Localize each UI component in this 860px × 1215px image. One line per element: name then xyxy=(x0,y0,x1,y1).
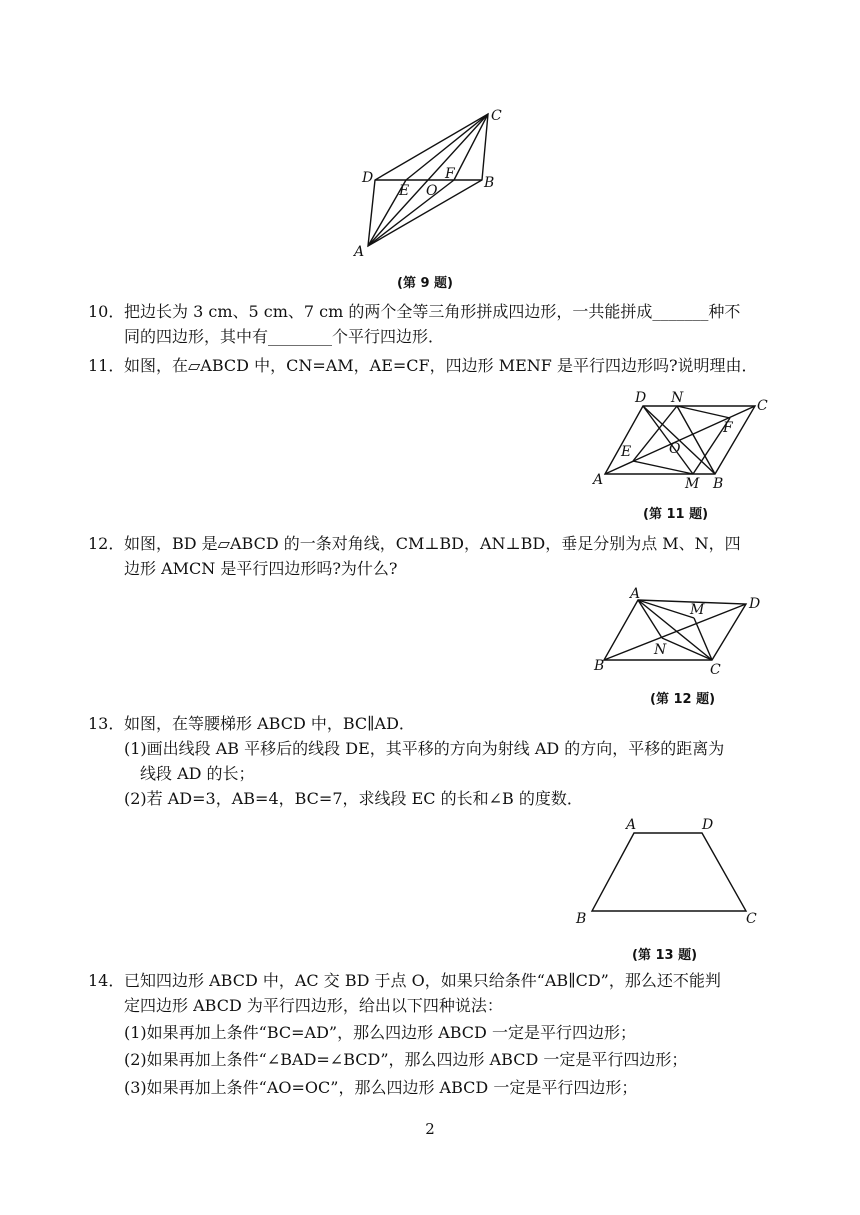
q11-line-1 xyxy=(88,356,758,376)
q11-number: 11． xyxy=(88,356,125,375)
fig13-label-c: C xyxy=(746,911,757,927)
q13-line-2 xyxy=(124,739,724,759)
fig9-label-d: D xyxy=(362,170,374,186)
q10-text-1: 把边长为 3 cm、5 cm、7 cm 的两个全等三角形拼成四边形，一共能拼成_______种不 xyxy=(124,302,741,321)
q11-text-1: 如图，在▱ABCD 中，CN=AM，AE=CF，四边形 MENF 是平行四边形吗?说明理由． xyxy=(124,356,758,375)
q14-line-2 xyxy=(124,996,503,1016)
figure-9 xyxy=(340,100,520,270)
figure-13-caption: (第 13 题) xyxy=(632,948,698,963)
figure-9-caption: (第 9 题) xyxy=(397,276,453,291)
q13-line-4 xyxy=(124,789,583,809)
fig9-label-f: F xyxy=(445,166,455,182)
fig13-trapezoid xyxy=(592,833,746,911)
fig11-segment-em xyxy=(633,461,693,474)
fig11-segment-nf xyxy=(677,406,730,418)
figure-12 xyxy=(590,588,775,678)
fig11-label-f: F xyxy=(723,420,733,436)
q10-text-2: 同的四边形，其中有________个平行四边形． xyxy=(124,327,445,346)
q13-text-4: (2)若 AD=3，AB=4，BC=7，求线段 EC 的长和∠B 的度数． xyxy=(124,789,583,808)
q12-line-1 xyxy=(88,534,741,554)
q13-text-2: (1)画出线段 AB 平移后的线段 DE，其平移的方向为射线 AD 的方向，平移的距离为 xyxy=(124,739,725,758)
q10-number: 10． xyxy=(88,302,125,321)
q14-line-4 xyxy=(124,1050,687,1070)
figure-11 xyxy=(585,388,775,498)
fig12-segment-an xyxy=(638,600,662,638)
fig11-label-b: B xyxy=(713,476,724,492)
fig13-label-b: B xyxy=(576,911,587,927)
fig9-label-c: C xyxy=(491,108,502,124)
q14-line-5 xyxy=(124,1078,637,1098)
fig9-label-e: E xyxy=(399,183,410,199)
fig13-label-a: A xyxy=(626,817,637,833)
fig13-label-d: D xyxy=(702,817,714,833)
fig12-label-a: A xyxy=(630,586,641,602)
figure-12-caption: (第 12 题) xyxy=(650,692,716,707)
q14-line-3 xyxy=(124,1023,636,1043)
q12-number: 12． xyxy=(88,534,125,553)
fig11-label-n: N xyxy=(671,390,684,406)
q12-text-2: 边形 AMCN 是平行四边形吗?为什么? xyxy=(124,559,398,578)
q13-number: 13． xyxy=(88,714,125,733)
q14-text-1: 已知四边形 ABCD 中，AC 交 BD 于点 O，如果只给条件“AB∥CD”，那么还不能判 xyxy=(124,971,721,990)
q10-line-1 xyxy=(88,302,740,322)
fig12-label-c: C xyxy=(710,662,721,678)
fig12-label-d: D xyxy=(749,596,761,612)
q13-text-1: 如图，在等腰梯形 ABCD 中，BC∥AD． xyxy=(124,714,415,733)
fig12-label-m: M xyxy=(690,602,705,618)
fig12-label-n: N xyxy=(654,642,667,658)
q13-line-3 xyxy=(140,764,255,784)
q12-text-1: 如图，BD 是▱ABCD 的一条对角线，CM⊥BD，AN⊥BD，垂足分别为点 M、N，四 xyxy=(124,534,741,553)
q14-text-4: (2)如果再加上条件“∠BAD=∠BCD”，那么四边形 ABCD 一定是平行四边形； xyxy=(124,1050,688,1069)
q13-line-1 xyxy=(88,714,415,734)
fig9-label-o: O xyxy=(426,183,438,199)
q14-text-5: (3)如果再加上条件“AO=OC”，那么四边形 ABCD 一定是平行四边形； xyxy=(124,1078,638,1097)
fig12-segment-am xyxy=(638,600,694,618)
fig11-label-c: C xyxy=(757,398,768,414)
fig11-diagonal-db xyxy=(643,406,715,474)
fig9-label-b: B xyxy=(484,175,495,191)
q12-line-2 xyxy=(124,559,398,579)
page-number: 2 xyxy=(425,1120,435,1138)
q10-line-2 xyxy=(124,327,444,347)
fig12-label-b: B xyxy=(594,658,605,674)
q13-text-3: 线段 AD 的长； xyxy=(140,764,255,783)
fig11-label-o: O xyxy=(669,441,681,457)
q14-number: 14． xyxy=(88,971,125,990)
fig9-label-a: A xyxy=(354,244,365,260)
figure-11-caption: (第 11 题) xyxy=(643,507,709,522)
fig11-label-a: A xyxy=(593,472,604,488)
q14-text-3: (1)如果再加上条件“BC=AD”，那么四边形 ABCD 一定是平行四边形； xyxy=(124,1023,636,1042)
q14-text-2: 定四边形 ABCD 为平行四边形，给出以下四种说法： xyxy=(124,996,503,1015)
fig11-label-m: M xyxy=(685,476,700,492)
q14-line-1 xyxy=(88,971,721,991)
fig9-segment-af xyxy=(368,180,454,246)
fig11-segment-nb xyxy=(677,406,715,474)
figure-13 xyxy=(570,815,770,935)
fig11-label-d: D xyxy=(635,390,647,406)
fig11-label-e: E xyxy=(621,444,632,460)
